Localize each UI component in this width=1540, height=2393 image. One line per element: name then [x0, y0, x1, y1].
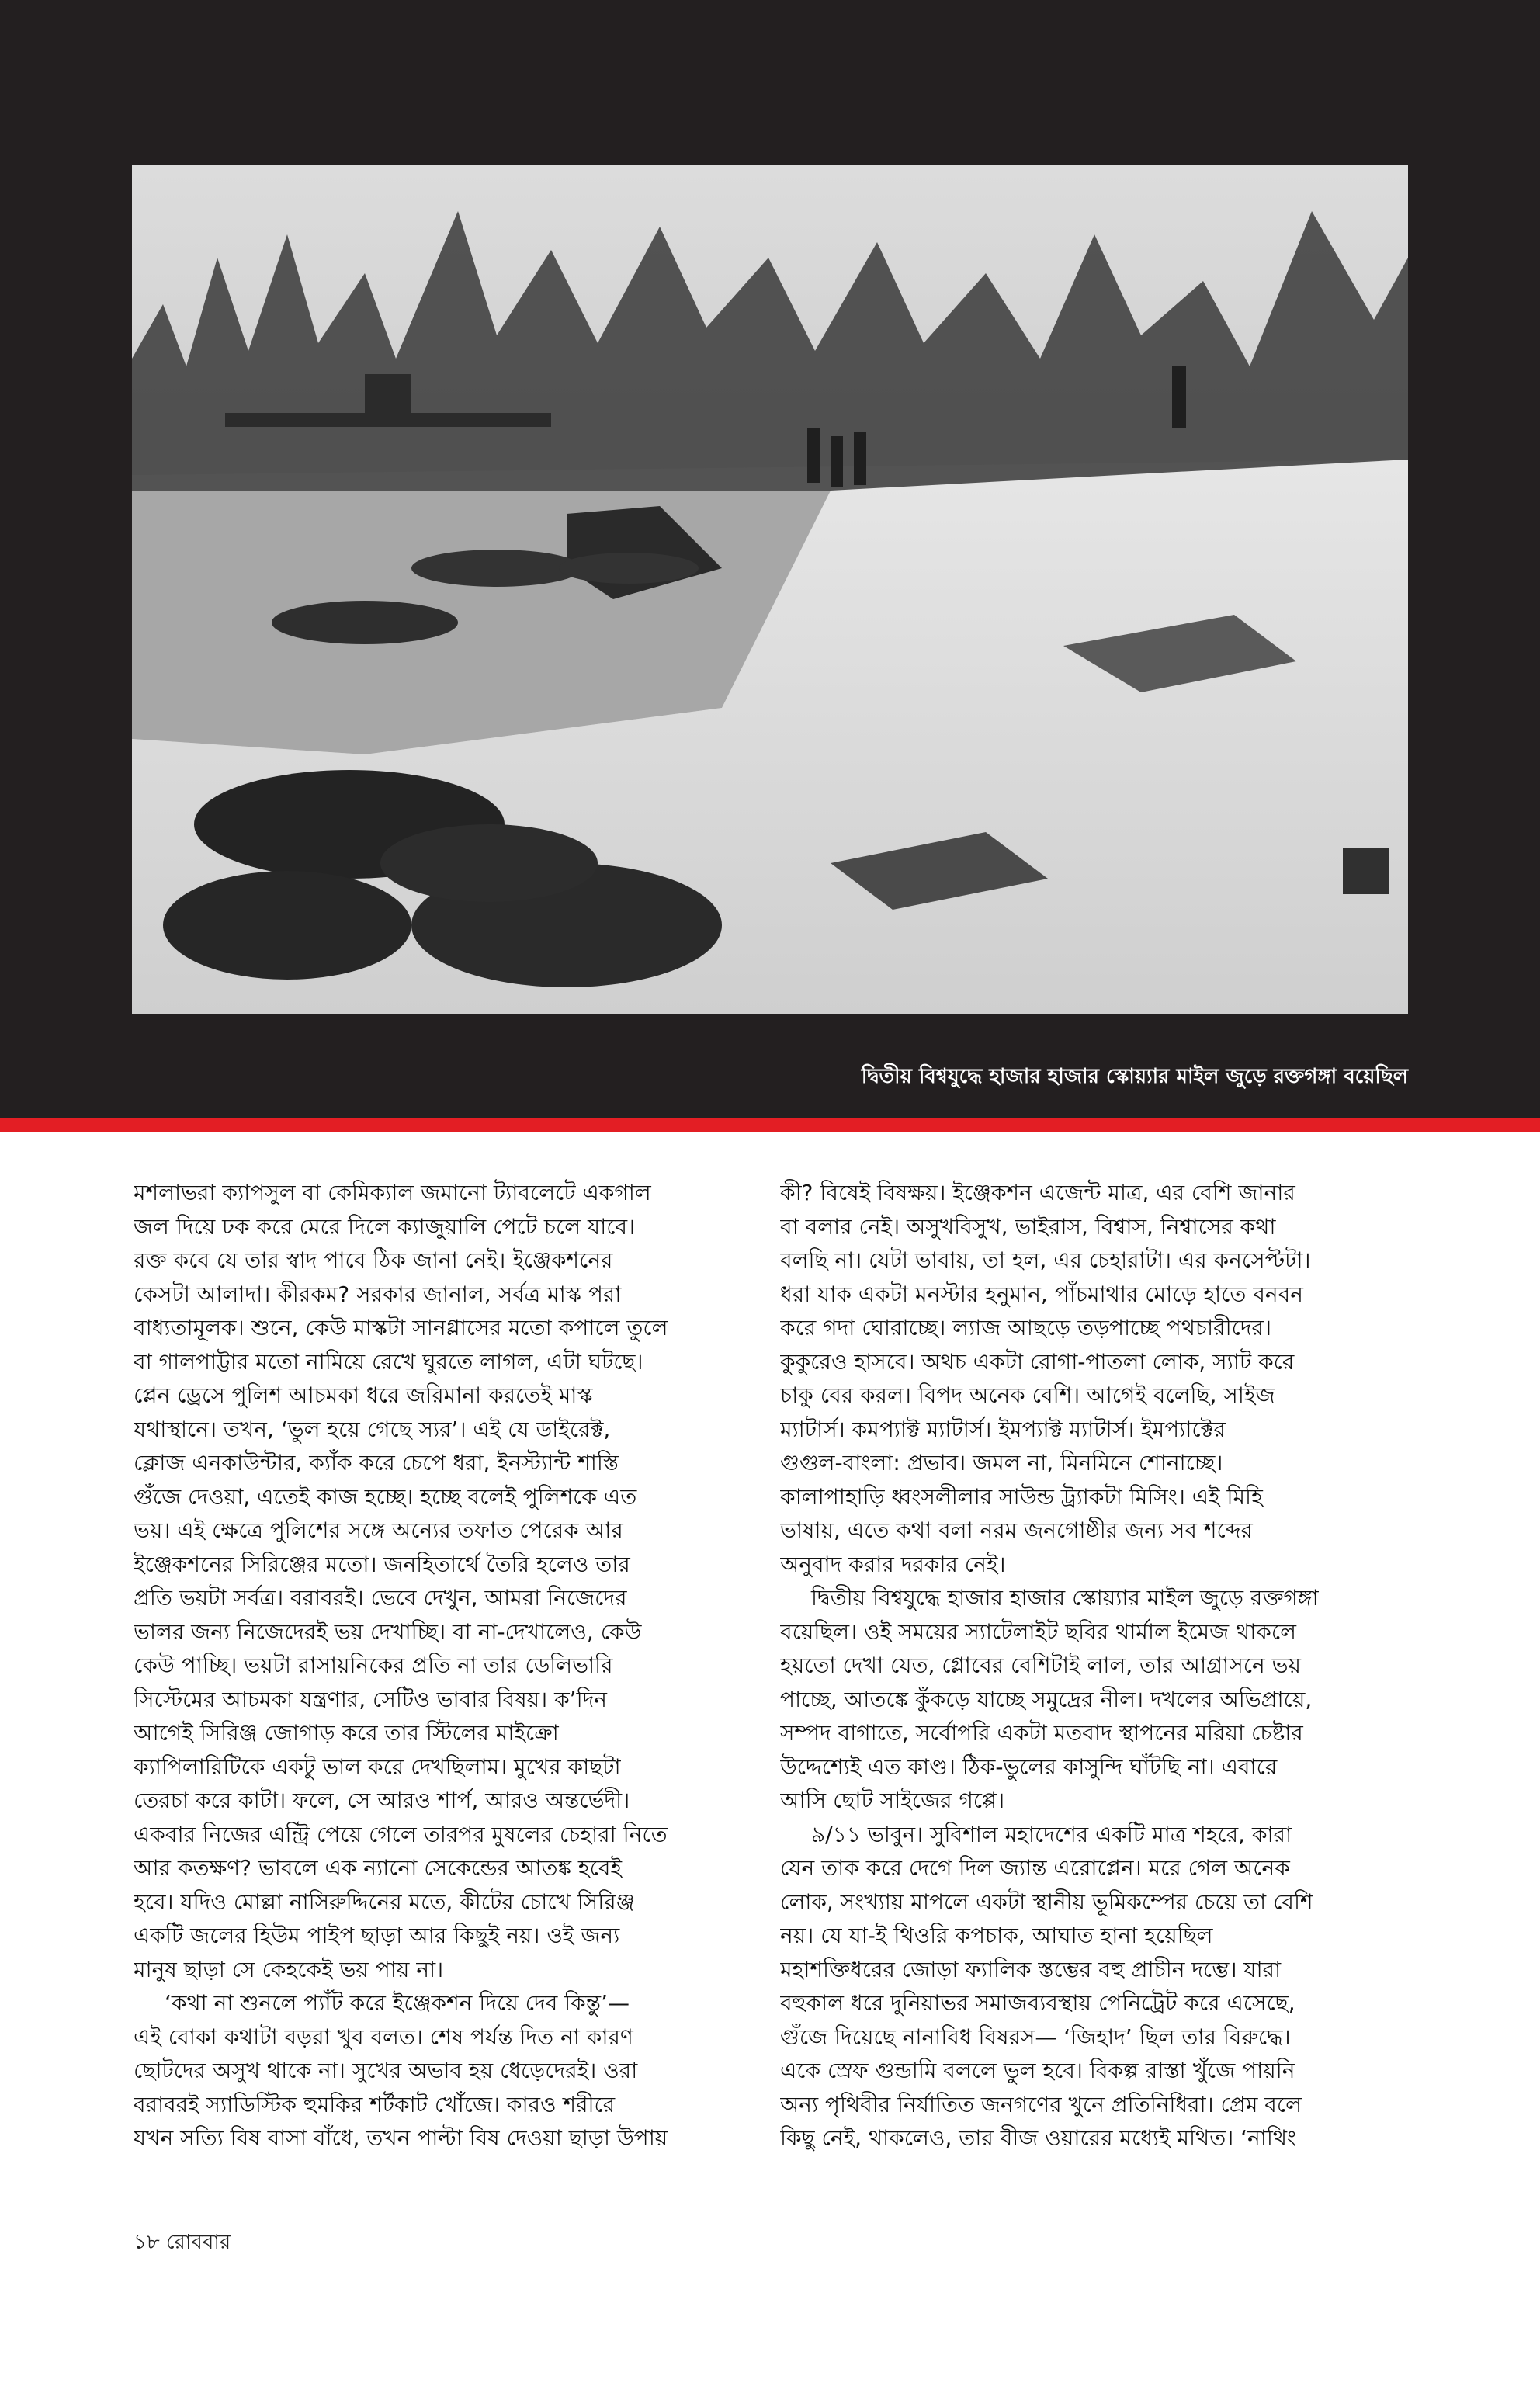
text-line: আগেই সিরিঞ্জ জোগাড় করে তার স্টিলের মাইক্রো [134, 1720, 559, 1746]
text-line: ধরা যাক একটা মনস্টার হনুমান, পাঁচমাথার মোড়ে হাতে বনবন [780, 1281, 1303, 1307]
text-line: লোক, সংখ্যায় মাপলে একটা স্থানীয় ভূমিকম্পের চেয়ে তা বেশি [780, 1888, 1313, 1915]
photo-caption: দ্বিতীয় বিশ্বযুদ্ধে হাজার হাজার স্কোয়্যার মাইল জুড়ে রক্তগঙ্গা বয়েছিল [861, 1065, 1408, 1088]
text-line: একে স্রেফ গুন্ডামি বললে ভুল হবে। বিকল্প রাস্তা খুঁজে পায়নি [780, 2058, 1295, 2083]
text-line: কালাপাহাড়ি ধ্বংসলীলার সাউন্ড ট্র্যাকটা মিসিং। এই মিহি [780, 1483, 1263, 1510]
text-line: তেরচা করে কাটা। ফলে, সে আরও শার্প, আরও অন্তর্ভেদী। [134, 1788, 630, 1813]
text-line: পাচ্ছে, আতঙ্কে কুঁকড়ে যাচ্ছে সমুদ্রের নীল। দখলের অভিপ্রায়ে, [780, 1686, 1313, 1712]
text-line: অন্য পৃথিবীর নির্যাতিত জনগণের খুনে প্রতিনিধিরা। প্রেম বলে [780, 2091, 1302, 2117]
text-line: ম্যাটার্স। কমপ্যাক্ট ম্যাটার্স। ইমপ্যাক্ট ম্যাটার্স। ইমপ্যাক্টের [780, 1416, 1226, 1442]
photo-illustration [132, 165, 1408, 1014]
text-line: ৯/১১ ভাবুন। সুবিশাল মহাদেশের একটি মাত্র শহরে, কারা [811, 1821, 1292, 1847]
text-line: রক্ত কবে যে তার স্বাদ পাবে ঠিক জানা নেই। ইঞ্জেকশনের [134, 1247, 613, 1273]
text-line: কিছু নেই, থাকলেও, তার বীজ ওয়ারের মধ্যেই মথিত। ‘নাথিং [780, 2125, 1297, 2151]
text-line: বাধ্যতামূলক। শুনে, কেউ মাস্কটা সানগ্লাসের মতো কপালে তুলে [134, 1315, 668, 1340]
text-line: একবার নিজের এন্ট্রি পেয়ে গেলে তারপর মুষলের চেহারা নিতে [134, 1821, 668, 1847]
text-line: বা গালপাট্টার মতো নামিয়ে রেখে ঘুরতে লাগল, এটা ঘটছে। [134, 1348, 643, 1375]
text-line: অনুবাদ করার দরকার নেই। [780, 1551, 1006, 1577]
text-line: কী? বিষেই বিষক্ষয়। ইঞ্জেকশন এজেন্ট মাত্র, এর বেশি জানার [780, 1180, 1295, 1205]
article-right-column [780, 1176, 1410, 2155]
text-line: জল দিয়ে ঢক করে মেরে দিলে ক্যাজুয়ালি পেটে চলে যাবে। [134, 1213, 636, 1240]
text-line: ভাষায়, এতে কথা বলা নরম জনগোষ্ঠীর জন্য সব শব্দের [780, 1517, 1253, 1543]
text-line: ক্লোজ এনকাউন্টার, ক্যাঁক করে চেপে ধরা, ইনস্ট্যান্ট শাস্তি [134, 1450, 619, 1476]
text-line: ক্যাপিলারিটিকে একটু ভাল করে দেখছিলাম। মুখের কাছটা [134, 1753, 621, 1780]
text-line: মহাশক্তিধরের জোড়া ফ্যালিক স্তম্ভের বহু প্রাচীন দম্ভে। যারা [780, 1956, 1282, 1982]
text-line: কেউ পাচ্ছি। ভয়টা রাসায়নিকের প্রতি না তার ডেলিভারি [134, 1653, 613, 1678]
text-line: একটি জলের হিউম পাইপ ছাড়া আর কিছুই নয়। ওই জন্য [134, 1923, 620, 1948]
text-line: সম্পদ বাগাতে, সর্বোপরি একটা মতবাদ স্থাপনের মরিয়া চেষ্টার [780, 1720, 1303, 1746]
text-line: দ্বিতীয় বিশ্বযুদ্ধে হাজার হাজার স্কোয়্যার মাইল জুড়ে রক্তগঙ্গা [811, 1585, 1319, 1611]
text-line: করে গদা ঘোরাচ্ছে। ল্যাজ আছড়ে তড়পাচ্ছে পথচারীদের। [780, 1315, 1271, 1340]
text-line: গুঁজে দিয়েছে নানাবিধ বিষরস— ‘জিহাদ’ ছিল তার বিরুদ্ধে। [780, 2024, 1291, 2050]
text-line: মানুষ ছাড়া সে কেহকেই ভয় পায় না। [134, 1956, 444, 1982]
page-folio: ১৮ রোববার [134, 2231, 231, 2254]
text-line: বলছি না। যেটা ভাবায়, তা হল, এর চেহারাটা। এর কনসেপ্টটা। [780, 1247, 1311, 1273]
war-beach-photo [132, 165, 1408, 1014]
text-line: মশলাভরা ক্যাপসুল বা কেমিক্যাল জমানো ট্যাবলেটে একগাল [134, 1180, 651, 1205]
text-line: আসি ছোট সাইজের গপ্পে। [780, 1788, 1005, 1813]
text-line: উদ্দেশ্যেই এত কাণ্ড। ঠিক-ভুলের কাসুন্দি ঘাঁটছি না। এবারে [780, 1753, 1278, 1780]
text-line: গুঁজে দেওয়া, এতেই কাজ হচ্ছে। হচ্ছে বলেই পুলিশকে এত [134, 1483, 637, 1510]
text-line: সিস্টেমের আচমকা যন্ত্রণার, সেটিও ভাবার বিষয়। ক’দিন [134, 1686, 608, 1712]
text-line: নয়। যে যা-ই থিওরি কপচাক, আঘাত হানা হয়েছিল [780, 1923, 1213, 1948]
text-line: প্লেন ড্রেসে পুলিশ আচমকা ধরে জরিমানা করতেই মাস্ক [134, 1382, 593, 1408]
text-line: এই বোকা কথাটা বড়রা খুব বলত। শেষ পর্যন্ত দিত না কারণ [134, 2024, 633, 2050]
text-line: কেসটা আলাদা। কীরকম? সরকার জানাল, সর্বত্র মাস্ক পরা [134, 1281, 622, 1307]
text-line: যেন তাক করে দেগে দিল জ্যান্ত এরোপ্লেন। মরে গেল অনেক [780, 1855, 1290, 1881]
text-line: প্রতি ভয়টা সর্বত্র। বরাবরই। ভেবে দেখুন, আমরা নিজেদের [134, 1585, 627, 1611]
text-line: যখন সত্যি বিষ বাসা বাঁধে, তখন পাল্টা বিষ দেওয়া ছাড়া উপায় [134, 2125, 668, 2151]
text-line: গুগুল-বাংলা: প্রভাব। জমল না, মিনমিনে শোনাচ্ছে। [780, 1450, 1223, 1476]
text-line: চাকু বের করল। বিপদ অনেক বেশি। আগেই বলেছি, সাইজ [780, 1382, 1275, 1408]
text-line: হবে। যদিও মোল্লা নাসিরুদ্দিনের মতে, কীটের চোখে সিরিঞ্জ [134, 1888, 635, 1915]
text-line: ভয়। এই ক্ষেত্রে পুলিশের সঙ্গে অন্যের তফাত পেরেক আর [134, 1517, 623, 1543]
red-divider [0, 1118, 1540, 1132]
text-line: হয়তো দেখা যেত, গ্লোবের বেশিটাই লাল, তার আগ্রাসনে ভয় [780, 1653, 1301, 1678]
text-line: ভালর জন্য নিজেদেরই ভয় দেখাচ্ছি। বা না-দেখালেও, কেউ [134, 1618, 642, 1645]
text-line: আর কতক্ষণ? ভাবলে এক ন্যানো সেকেন্ডের আতঙ্ক হবেই [134, 1855, 623, 1881]
text-line: ছোটদের অসুখ থাকে না। সুখের অভাব হয় ধেড়েদেরই। ওরা [134, 2058, 638, 2083]
text-line: বহুকাল ধরে দুনিয়াভর সমাজব্যবস্থায় পেনিট্রেট করে এসেছে, [780, 1990, 1295, 2016]
text-line: বা বলার নেই। অসুখবিসুখ, ভাইরাস, বিশ্বাস, নিশ্বাসের কথা [780, 1213, 1276, 1240]
text-line: বয়েছিল। ওই সময়ের স্যাটেলাইট ছবির থার্মাল ইমেজ থাকলে [780, 1618, 1297, 1645]
text-line: কুকুরেও হাসবে। অথচ একটা রোগা-পাতলা লোক, স্যাট করে [780, 1348, 1295, 1375]
text-line: যথাস্থানে। তখন, ‘ভুল হয়ে গেছে স্যর’। এই যে ডাইরেক্ট, [134, 1416, 611, 1442]
text-line: ইঞ্জেকশনের সিরিঞ্জের মতো। জনহিতার্থে তৈরি হলেও তার [134, 1551, 630, 1577]
text-line: ‘কথা না শুনলে প্যাঁট করে ইঞ্জেকশন দিয়ে দেব কিন্তু’— [165, 1990, 630, 2016]
text-line: বরাবরই স্যাডিস্টিক হুমকির শর্টকাট খোঁজে। কারও শরীরে [134, 2091, 616, 2117]
article-left-column [134, 1176, 764, 2155]
